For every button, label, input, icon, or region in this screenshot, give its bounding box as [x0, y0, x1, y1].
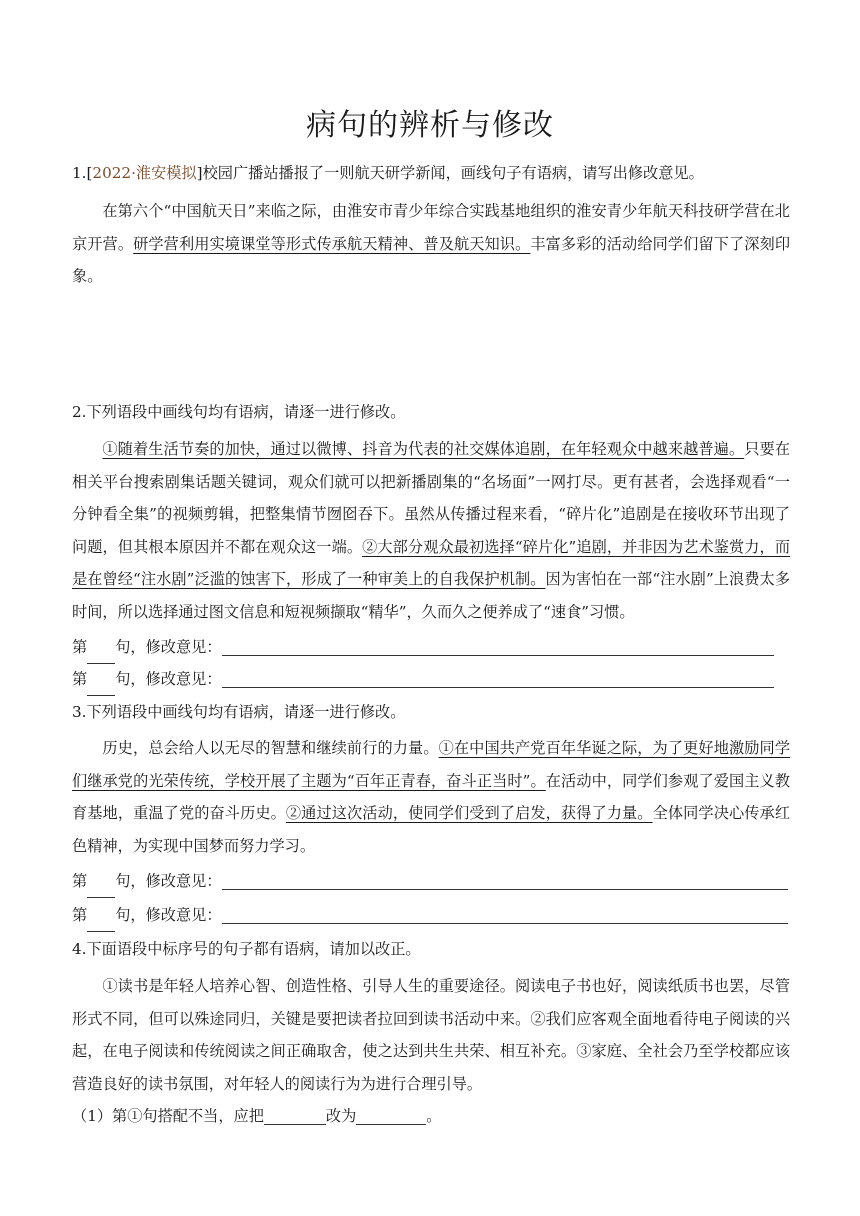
sentence-number-blank[interactable]	[87, 930, 115, 932]
page-title: 病句的辨析与修改	[306, 108, 554, 143]
revision-answer-line[interactable]	[222, 888, 789, 890]
corrected-word-blank[interactable]	[356, 1123, 426, 1125]
underlined-sentence-2: ②通过这次活动，使同学们受到了启发，获得了力量。	[285, 804, 653, 822]
underlined-sentence: 研学营利用实境课堂等形式传承航天精神、普及航天知识。	[133, 234, 531, 253]
question-4-subquestion-1: （1）第①句搭配不当，应把 改为 。	[72, 1107, 442, 1125]
answer-line: 第 句，修改意见：	[72, 899, 788, 932]
answer-line: 第 句，修改意见：	[72, 663, 774, 696]
original-word-blank[interactable]	[264, 1123, 326, 1125]
question-2-prompt: 2.下列语段中画线句均有语病，请逐一进行修改。	[72, 403, 406, 421]
underlined-sentence-1: ①在中国共产党百年华诞之际，为了更好地激励同学们继承党的光荣传统，学校开展了主题为“百年正青春，奋斗正当时”。	[72, 739, 791, 790]
underlined-sentence-2: ②大部分观众最初选择“碎片化”追剧，并非因为艺术鉴赏力，而是在曾经“注水剧”泛滥的蚀害下，形成了一种审美上的自我保护机制。	[72, 537, 791, 588]
question-3-passage: 历史，总会给人以无尽的智慧和继续前行的力量。①在中国共产党百年华诞之际，为了更好地激励同学们继承党的光荣传统，学校开展了主题为“百年正青春，奋斗正当时”。在活动中，同学们参观了爱国主义教育基地，重温了党的奋斗历史。②通过这次活动，使同学们受到了启发，获得了力量。全体同学决心传承红色精神，为实现中国梦而努力学习。	[72, 739, 791, 855]
answer-line: 第 句，修改意见：	[72, 631, 774, 664]
question-source: 2022·淮安模拟	[92, 164, 197, 182]
question-2-passage: ①随着生活节奏的加快，通过以微博、抖音为代表的社交媒体追剧，在年轻观众中越来越普遍。只要在相关平台搜索剧集话题关键词，观众们就可以把新播剧集的“名场面”一网打尽。更有甚者，会选择观看“一分钟看全集”的视频剪辑，把整集情节囫囵吞下。虽然从传播过程来看，“碎片化”追剧是在接收环节出现了问题，但其根本原因并不都在观众这一端。②大部分观众最初选择“碎片化”追剧，并非因为艺术鉴赏力，而是在曾经“注水剧”泛滥的蚀害下，形成了一种审美上的自我保护机制。因为害怕在一部“注水剧”上浪费太多时间，所以选择通过图文信息和短视频撷取“精华”，久而久之便养成了“速食”习惯。	[72, 440, 791, 621]
question-1-prompt: 1.[2022·淮安模拟]校园广播站播报了一则航天研学新闻，画线句子有语病，请写出修改意见。	[72, 164, 704, 182]
question-3-prompt: 3.下列语段中画线句均有语病，请逐一进行修改。	[72, 703, 406, 721]
answer-line: 第 句，修改意见：	[72, 865, 788, 898]
revision-answer-line[interactable]	[222, 686, 775, 688]
revision-answer-line[interactable]	[222, 922, 789, 924]
underlined-sentence-1: ①随着生活节奏的加快，通过以微博、抖音为代表的社交媒体追剧，在年轻观众中越来越普遍。	[102, 440, 745, 458]
revision-answer-line[interactable]	[222, 654, 775, 656]
sentence-number-blank[interactable]	[87, 896, 115, 898]
question-1-passage: 在第六个“中国航天日”来临之际，由淮安市青少年综合实践基地组织的淮安青少年航天科技研学营在北京开营。研学营利用实境课堂等形式传承航天精神、普及航天知识。丰富多彩的活动给同学们留下了深刻印象。	[72, 202, 791, 285]
question-4-prompt: 4.下面语段中标序号的句子都有语病，请加以改正。	[72, 940, 421, 958]
question-4-passage: ①读书是年轻人培养心智、创造性格、引导人生的重要途径。阅读电子书也好，阅读纸质书也罢，尽管形式不同，但可以殊途同归，关键是要把读者拉回到读书活动中来。②我们应客观全面地看待电子阅读的兴起，在电子阅读和传统阅读之间正确取舍，使之达到共生共荣、相互补充。③家庭、全社会乃至学校都应该营造良好的读书氛围，对年轻人的阅读行为为进行合理引导。	[72, 977, 790, 1093]
